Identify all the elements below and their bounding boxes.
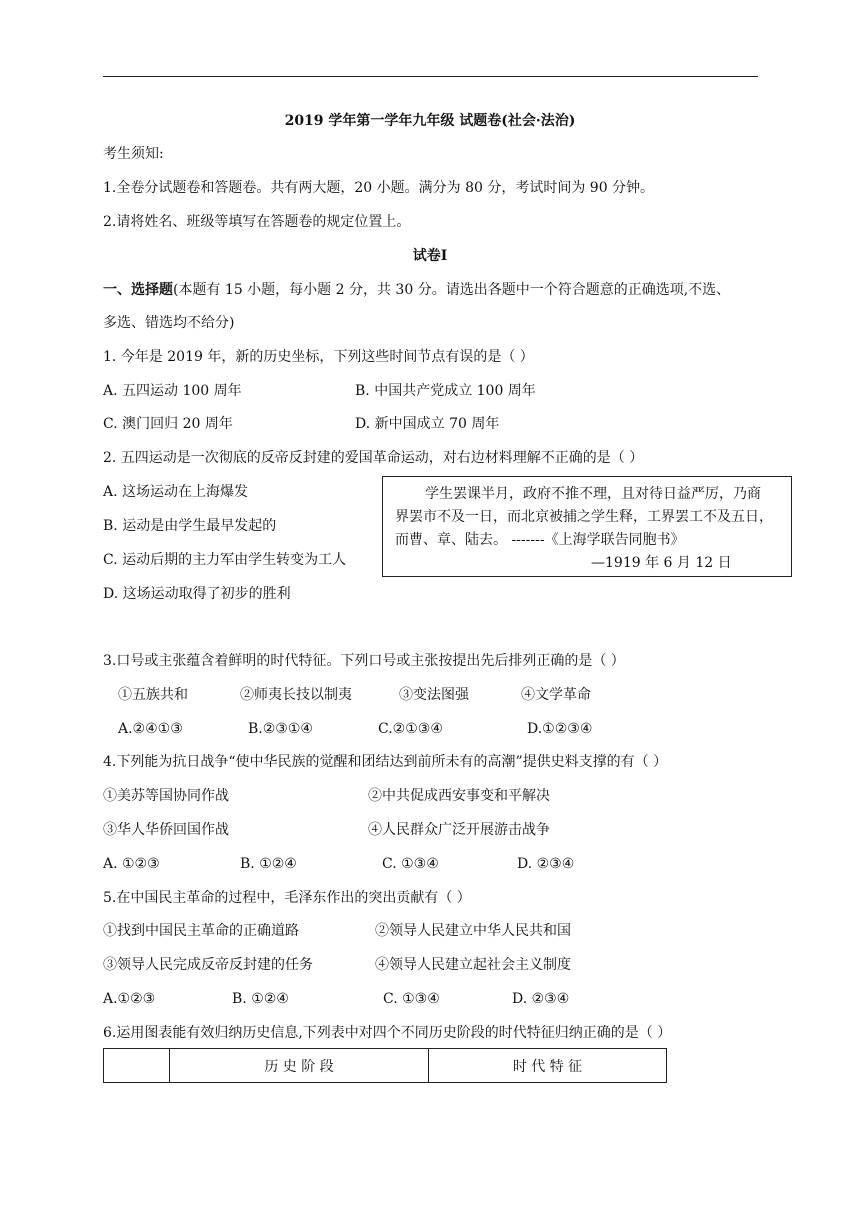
q5-option-b: B. ①②④ [232, 991, 289, 1007]
part1-description-cont: 多选、错选均不给分) [103, 315, 235, 331]
q5-option-c: C. ①③④ [383, 991, 440, 1007]
q4-option-c: C. ①③④ [382, 856, 439, 872]
q6-stem: 6.运用图表能有效归纳历史信息,下列表中对四个不同历史阶段的时代特征归纳正确的是（ ） [103, 1025, 672, 1041]
q3-option-a: A.②④①③ [118, 721, 183, 737]
q3-option-d: D.①②③④ [527, 721, 593, 737]
q4-item-1: ①美苏等国协同作战 [103, 788, 229, 804]
q4-item-2: ②中共促成西安事变和平解决 [368, 788, 550, 804]
q4-option-a: A. ①②③ [103, 856, 160, 872]
q2-stem: 2. 五四运动是一次彻底的反帝反封建的爱国革命运动，对右边材料理解不正确的是（ ） [103, 450, 644, 466]
q3-option-c: C.②①③④ [378, 721, 443, 737]
table-header-cell [104, 1049, 170, 1083]
part1-title: 一、选择题 [103, 282, 173, 298]
table-header-row [104, 1049, 667, 1083]
q3-stem: 3.口号或主张蕴含着鲜明的时代特征。下列口号或主张按提出先后排列正确的是（ ） [103, 653, 625, 669]
q4-option-b: B. ①②④ [240, 856, 297, 872]
notice-item-2: 2.请将姓名、班级等填写在答题卷的规定位置上。 [103, 214, 411, 230]
exam-title: 2019 学年第一学年九年级 试题卷(社会·法治) [284, 113, 576, 129]
q1-option-d: D. 新中国成立 70 周年 [355, 416, 500, 432]
part1-description: (本题有 15 小题，每小题 2 分，共 30 分。请选出各题中一个符合题意的正确选项,不选、 [173, 282, 731, 298]
q3-item-1: ①五族共和 [118, 687, 188, 703]
q5-stem: 5.在中国民主革命的过程中，毛泽东作出的突出贡献有（ ） [103, 890, 471, 906]
paper-label: 试卷Ⅰ [412, 248, 448, 264]
q4-item-4: ④人民群众广泛开展游击战争 [368, 822, 550, 838]
notice-item-1: 1.全卷分试题卷和答题卷。共有两大题，20 小题。满分为 80 分，考试时间为 90 分钟。 [103, 180, 655, 196]
q3-item-2: ②师夷长技以制夷 [240, 687, 352, 703]
quote-date: —1919 年 6 月 12 日 [591, 555, 732, 571]
q2-option-d: D. 这场运动取得了初步的胜利 [103, 586, 291, 602]
q1-option-b: B. 中国共产党成立 100 周年 [355, 383, 536, 399]
q5-item-4: ④领导人民建立起社会主义制度 [375, 957, 571, 973]
quote-line-2: 界罢市不及一日，而北京被捕之学生释，工界罢工不及五日， [395, 509, 773, 525]
q6-table [103, 1048, 667, 1083]
part1-heading [103, 281, 730, 299]
q5-item-3: ③领导人民完成反帝反封建的任务 [103, 957, 313, 973]
table-header-cell: 时 代 特 征 [429, 1049, 667, 1083]
q3-option-b: B.②③①④ [248, 721, 313, 737]
q5-option-d: D. ②③④ [512, 991, 570, 1007]
q5-option-a: A.①②③ [103, 991, 156, 1007]
q2-option-b: B. 运动是由学生最早发起的 [103, 518, 277, 534]
table-header-cell: 历 史 阶 段 [170, 1049, 429, 1083]
q4-option-d: D. ②③④ [517, 856, 575, 872]
q4-item-3: ③华人华侨回国作战 [103, 822, 229, 838]
q3-item-4: ④文学革命 [521, 687, 591, 703]
q2-source-material-box [382, 476, 792, 577]
q1-option-a: A. 五四运动 100 周年 [103, 383, 242, 399]
notice-heading: 考生须知: [103, 146, 164, 162]
q4-stem: 4.下列能为抗日战争“使中华民族的觉醒和团结达到前所未有的高潮”提供史料支撑的有（ ） [103, 754, 668, 770]
quote-line-1: 学生罢课半月，政府不推不理，且对待日益严厉，乃商 [425, 486, 761, 502]
q5-item-2: ②领导人民建立中华人民共和国 [375, 923, 571, 939]
q1-stem: 1. 今年是 2019 年，新的历史坐标，下列这些时间节点有误的是（ ） [103, 349, 534, 365]
quote-line-3: 而曹、章、陆去。 -------《上海学联告同胞书》 [395, 532, 685, 548]
q3-item-3: ③变法图强 [399, 687, 469, 703]
q2-option-a: A. 这场运动在上海爆发 [103, 484, 249, 500]
header-rule [103, 76, 758, 77]
q1-option-c: C. 澳门回归 20 周年 [103, 416, 233, 432]
q2-option-c: C. 运动后期的主力军由学生转变为工人 [103, 552, 347, 568]
q5-item-1: ①找到中国民主革命的正确道路 [103, 923, 299, 939]
